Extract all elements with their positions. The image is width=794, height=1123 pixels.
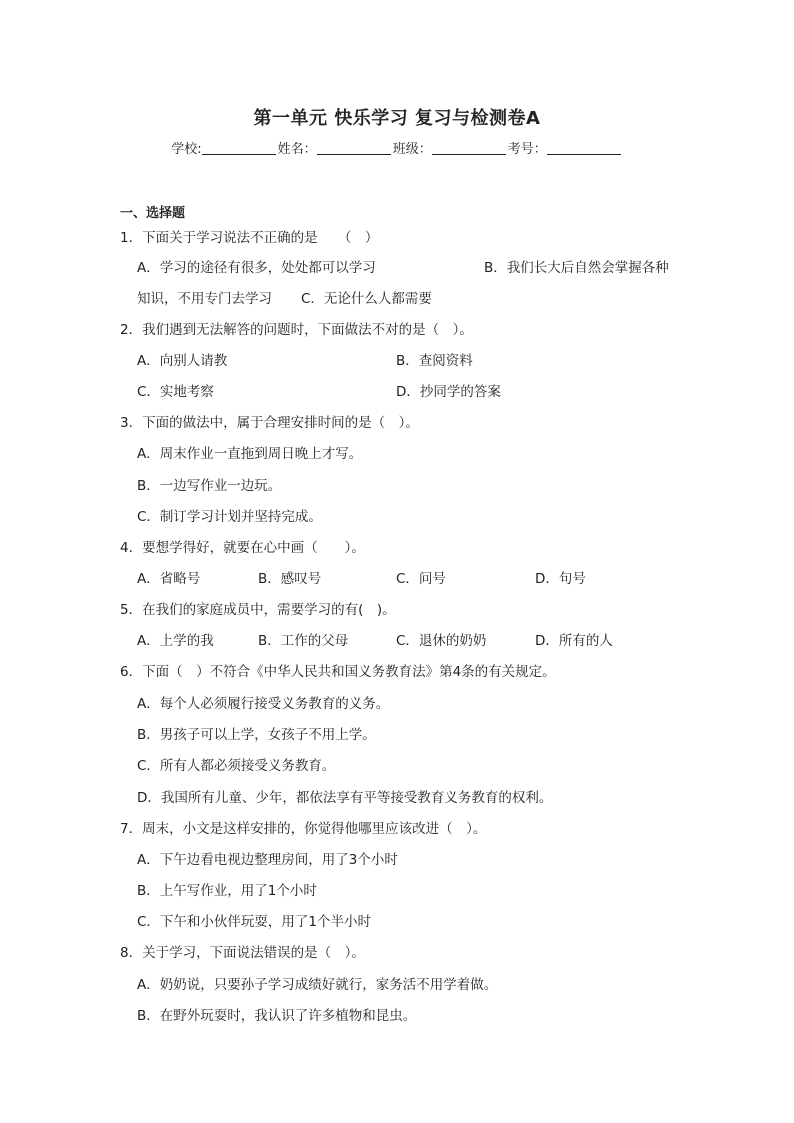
question-2: 2．我们遇到无法解答的问题时，下面做法不对的是（ ）。	[120, 322, 473, 338]
q5-option-b: B．工作的父母	[258, 633, 349, 649]
question-5: 5．在我们的家庭成员中，需要学习的有( )。	[120, 602, 396, 618]
q2-option-a: A．向别人请教	[137, 353, 228, 369]
class-blank	[432, 142, 506, 155]
q1-option-b-cont: 知识，不用专门去学习	[137, 291, 272, 307]
q3-option-b: B．一边写作业一边玩。	[137, 478, 282, 494]
q1-option-a: A．学习的途径有很多，处处都可以学习	[137, 260, 376, 276]
q6-option-b: B．男孩子可以上学，女孩子不用上学。	[137, 727, 376, 743]
number-blank	[547, 142, 621, 155]
section-title: 一、选择题	[120, 206, 186, 221]
q7-option-c: C．下午和小伙伴玩耍，用了1个半小时	[137, 914, 372, 930]
q4-option-a: A．省略号	[137, 571, 201, 587]
q5-option-d: D．所有的人	[535, 633, 613, 649]
q5-option-a: A．上学的我	[137, 633, 214, 649]
q4-option-b: B．感叹号	[258, 571, 322, 587]
q2-option-c: C．实地考察	[137, 384, 214, 400]
q6-option-d: D．我国所有儿童、少年，都依法享有平等接受教育义务教育的权利。	[137, 790, 553, 806]
q7-option-a: A．下午边看电视边整理房间，用了3个小时	[137, 852, 398, 868]
student-info-row	[0, 138, 794, 157]
question-3: 3．下面的做法中，属于合理安排时间的是（ ）。	[120, 415, 419, 431]
q1-option-c: C．无论什么人都需要	[301, 291, 432, 307]
q4-option-c: C．问号	[396, 571, 446, 587]
q8-option-a: A．奶奶说，只要孙子学习成绩好就行，家务活不用学着做。	[137, 977, 498, 993]
question-1: 1．下面关于学习说法不正确的是 （ ）	[120, 230, 379, 246]
q5-option-c: C．退休的奶奶	[396, 633, 487, 649]
q6-option-a: A．每个人必须履行接受义务教育的义务。	[137, 696, 390, 712]
question-6: 6．下面（ ）不符合《中华人民共和国义务教育法》第4条的有关规定。	[120, 664, 556, 680]
q3-option-c: C．制订学习计划并坚持完成。	[137, 509, 322, 525]
question-8: 8．关于学习，下面说法错误的是（ ）。	[120, 945, 365, 961]
q2-option-b: B．查阅资料	[396, 353, 473, 369]
page-title: 第一单元 快乐学习 复习与检测卷A	[253, 108, 541, 129]
number-label: 考号：	[507, 142, 547, 157]
q2-option-d: D．抄同学的答案	[396, 384, 501, 400]
name-label: 姓名：	[277, 142, 317, 157]
q3-option-a: A．周末作业一直拖到周日晚上才写。	[137, 446, 363, 462]
question-7: 7．周末，小文是这样安排的，你觉得他哪里应该改进（ ）。	[120, 821, 487, 837]
school-blank	[202, 142, 276, 155]
name-blank	[317, 142, 391, 155]
q1-option-b: B．我们长大后自然会掌握各种	[484, 260, 669, 276]
question-4: 4．要想学得好，就要在心中画（ ）。	[120, 540, 365, 556]
q6-option-c: C．所有人都必须接受义务教育。	[137, 758, 336, 774]
q4-option-d: D．句号	[535, 571, 586, 587]
school-label: 学校:	[171, 142, 202, 157]
class-label: 班级：	[392, 142, 432, 157]
q7-option-b: B．上午写作业，用了1个小时	[137, 883, 317, 899]
q8-option-b: B．在野外玩耍时，我认识了许多植物和昆虫。	[137, 1008, 417, 1024]
